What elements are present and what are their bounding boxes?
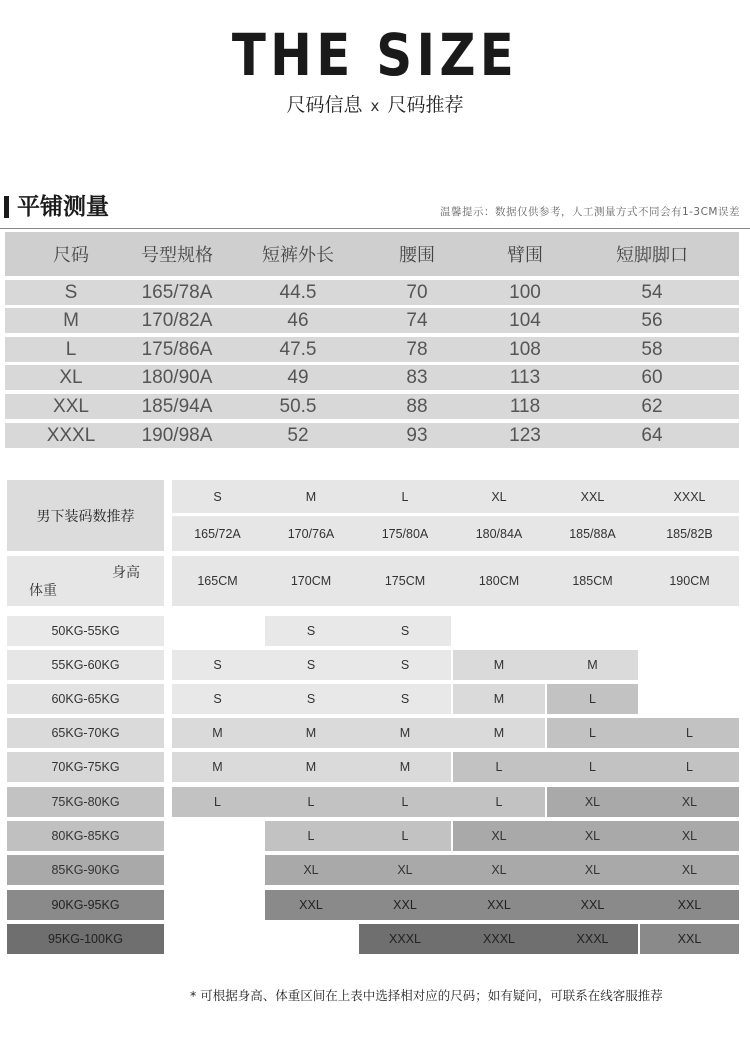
rec-weight-label: 85KG-90KG — [7, 855, 164, 885]
rec-size-cell: XXL — [677, 932, 702, 946]
rec-height-header: 170CM — [290, 574, 332, 588]
rec-spec-header: 185/88A — [569, 526, 616, 541]
measure-cell: 165/78A — [141, 281, 213, 303]
measure-row — [5, 308, 739, 333]
subtitle-size-recommend: 尺码推荐 — [387, 94, 464, 116]
rec-size-header: M — [305, 489, 317, 504]
rec-size-cell: L — [307, 829, 315, 843]
rec-size-cell: XXL — [677, 898, 702, 912]
measure-header-cell: 腰围 — [399, 245, 435, 266]
rec-size-cell: L — [686, 760, 693, 774]
measure-cell: 175/86A — [141, 338, 213, 360]
rec-size-header: XL — [491, 489, 507, 504]
measure-row — [5, 280, 739, 305]
measure-header-cell: 短裤外长 — [262, 245, 334, 266]
measure-cell: 49 — [287, 366, 309, 388]
rec-size-cell: S — [306, 624, 316, 638]
subtitle-separator: x — [370, 97, 380, 115]
measure-cell: 74 — [406, 309, 428, 331]
rec-size-cell: M — [212, 726, 223, 740]
rec-height-header: 180CM — [478, 574, 520, 588]
measure-header-cell: 尺码 — [53, 245, 89, 266]
measure-cell: 100 — [509, 281, 541, 303]
measure-row — [5, 365, 739, 390]
rec-size-cell: XL — [584, 863, 601, 877]
rec-size-cell: M — [399, 760, 411, 774]
section-title: 平铺测量 — [17, 194, 109, 220]
rec-size-cell: L — [214, 795, 221, 809]
measure-header-cell: 号型规格 — [141, 245, 213, 266]
measure-cell: 58 — [641, 338, 663, 360]
measure-cell: 123 — [509, 424, 541, 446]
measure-cell: 54 — [641, 281, 663, 303]
rec-size-cell: XXL — [580, 898, 605, 912]
measure-cell: 108 — [509, 338, 541, 360]
section-accent-bar — [4, 196, 9, 218]
rec-size-header: L — [401, 489, 409, 504]
rec-size-cell: M — [305, 760, 317, 774]
measure-row — [5, 423, 739, 448]
rec-height-header: 190CM — [669, 574, 710, 588]
rec-size-cell: S — [400, 658, 410, 672]
rec-size-cell: M — [493, 658, 505, 672]
footnote: * 可根据身高、体重区间在上表中选择相对应的尺码；如有疑问，可联系在线客服推荐 — [190, 988, 663, 1003]
rec-size-cell: XL — [584, 795, 601, 809]
rec-weight-label: 80KG-85KG — [7, 821, 164, 851]
rec-spec-header: 170/76A — [287, 526, 335, 541]
rec-height-weight-corner — [7, 556, 164, 606]
measure-cell: 44.5 — [279, 281, 317, 303]
rec-size-cell: L — [589, 726, 596, 740]
rec-size-cell: S — [213, 658, 222, 672]
measure-cell: 62 — [641, 395, 663, 417]
measure-cell: 185/94A — [141, 395, 213, 417]
measure-row — [5, 337, 739, 362]
measure-cell: 104 — [509, 309, 541, 331]
rec-weight-label: 90KG-95KG — [7, 890, 164, 920]
measure-cell: L — [65, 338, 77, 360]
rec-size-header: S — [213, 489, 222, 504]
measure-cell: XXL — [53, 395, 89, 417]
rec-spec-header: 180/84A — [475, 526, 523, 541]
rec-size-cell: XL — [681, 829, 698, 843]
measure-cell: 56 — [641, 309, 663, 331]
rec-size-cell: XL — [584, 829, 601, 843]
rec-size-cell: XL — [681, 863, 698, 877]
rec-size-cell: M — [493, 692, 505, 706]
rec-size-cell: XXL — [487, 898, 511, 912]
rec-size-cell: L — [307, 795, 315, 809]
measure-cell: 46 — [287, 309, 309, 331]
rec-size-cell: L — [401, 829, 409, 843]
rec-weight-label: 体重 — [29, 583, 57, 599]
rec-size-cell: S — [400, 624, 410, 638]
measure-cell: 50.5 — [279, 395, 317, 417]
rec-size-cell: M — [587, 658, 598, 672]
rec-size-cell: L — [495, 795, 503, 809]
rec-size-cell: M — [399, 726, 411, 740]
rec-corner-label: 男下装码数推荐 — [7, 480, 164, 551]
measure-cell: 88 — [406, 395, 428, 417]
rec-weight-label: 60KG-65KG — [7, 684, 164, 714]
rec-size-cell: S — [213, 692, 222, 706]
rec-weight-label: 55KG-60KG — [7, 650, 164, 680]
rec-size-cell: M — [493, 726, 505, 740]
page-subtitle — [0, 92, 750, 119]
rec-size-cell: XXXL — [483, 932, 515, 946]
measure-cell: 47.5 — [279, 338, 317, 360]
measure-cell: 64 — [641, 424, 663, 446]
measure-cell: 93 — [406, 424, 428, 446]
section-divider — [0, 228, 750, 229]
measure-header-cell: 短脚脚口 — [616, 245, 688, 266]
rec-size-cell: M — [305, 726, 317, 740]
rec-weight-label: 70KG-75KG — [7, 752, 164, 782]
rec-size-cell: L — [495, 760, 503, 774]
rec-height-label: 身高 — [112, 565, 140, 581]
rec-size-cell: L — [686, 726, 693, 740]
measure-row — [5, 394, 739, 419]
rec-size-cell: S — [400, 692, 410, 706]
rec-size-cell: M — [212, 760, 223, 774]
measure-header-cell: 臂围 — [507, 245, 543, 266]
measure-cell: 180/90A — [141, 366, 213, 388]
rec-size-header: XXL — [580, 489, 605, 504]
measure-cell: M — [63, 309, 79, 331]
measure-cell: 70 — [406, 281, 428, 303]
rec-weight-label: 95KG-100KG — [7, 924, 164, 954]
measure-cell: S — [64, 281, 78, 303]
measure-cell: XXXL — [46, 424, 96, 446]
rec-size-cell: XXXL — [389, 932, 421, 946]
subtitle-size-info: 尺码信息 — [286, 94, 363, 116]
rec-size-cell: XL — [491, 863, 507, 877]
rec-size-cell: XXXL — [576, 932, 609, 946]
measure-cell: 60 — [641, 366, 663, 388]
rec-spec-header: 175/80A — [381, 526, 429, 541]
rec-size-cell: S — [306, 692, 316, 706]
rec-size-cell: XXL — [299, 898, 323, 912]
rec-size-cell: XL — [397, 863, 413, 877]
measure-cell: 113 — [509, 366, 541, 388]
page-title: THE SIZE — [231, 21, 519, 89]
rec-spec-header: 165/72A — [194, 526, 241, 541]
measure-cell: 83 — [406, 366, 428, 388]
measure-cell: 78 — [406, 338, 428, 360]
rec-size-cell: XL — [681, 795, 698, 809]
measure-cell: 118 — [509, 395, 541, 417]
measure-cell: 52 — [287, 424, 309, 446]
rec-height-header: 185CM — [572, 574, 613, 588]
rec-size-cell: L — [589, 760, 596, 774]
rec-size-cell: L — [589, 692, 596, 706]
rec-size-cell: XXL — [393, 898, 417, 912]
rec-weight-label: 75KG-80KG — [7, 787, 164, 817]
rec-weight-label: 50KG-55KG — [7, 616, 164, 646]
measure-header-row — [5, 232, 739, 276]
rec-size-cell: XL — [303, 863, 319, 877]
rec-size-cell: S — [306, 658, 316, 672]
rec-spec-header: 185/82B — [666, 526, 713, 541]
rec-height-header: 175CM — [384, 574, 426, 588]
rec-size-cell: L — [401, 795, 409, 809]
measure-cell: 190/98A — [141, 424, 213, 446]
rec-size-cell: XL — [491, 829, 507, 843]
section-note: 温馨提示：数据仅供参考，人工测量方式不同会有1-3CM误差 — [439, 206, 740, 218]
rec-height-header: 165CM — [197, 574, 238, 588]
rec-weight-label: 65KG-70KG — [7, 718, 164, 748]
rec-size-header: XXXL — [673, 489, 706, 504]
measure-cell: 170/82A — [141, 309, 213, 331]
measure-cell: XL — [59, 366, 83, 388]
